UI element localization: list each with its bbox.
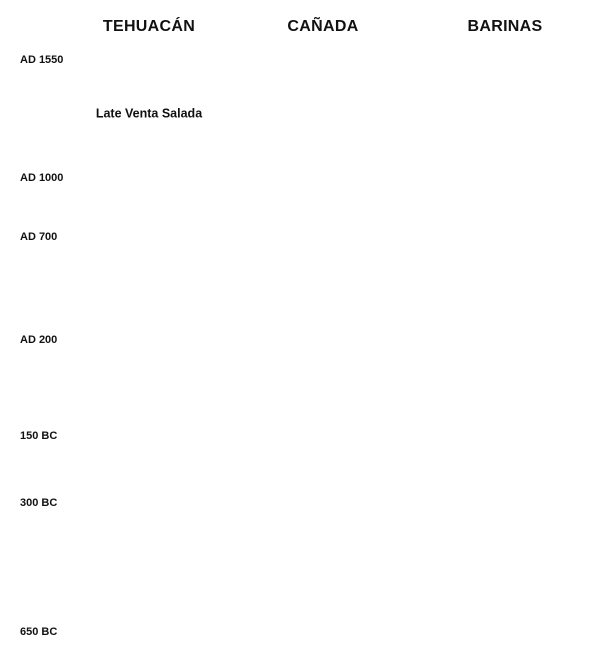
date-label-300-bc: 300 BC: [20, 497, 58, 509]
date-label-ad-200: AD 200: [20, 334, 58, 346]
date-label-650-bc: 650 BC: [20, 626, 58, 638]
tehuacan-cell-1-label: Late Venta Salada: [95, 106, 203, 121]
date-label-ad-700: AD 700: [20, 231, 58, 243]
column-header-barinas: BARINAS: [467, 18, 543, 35]
column-header-tehuacan: TEHUACÁN: [102, 18, 196, 35]
date-label-150-bc: 150 BC: [20, 430, 58, 442]
date-label-ad-1550: AD 1550: [20, 54, 64, 66]
date-label-ad-1000: AD 1000: [20, 172, 64, 184]
column-header-canada: CAÑADA: [287, 18, 359, 35]
